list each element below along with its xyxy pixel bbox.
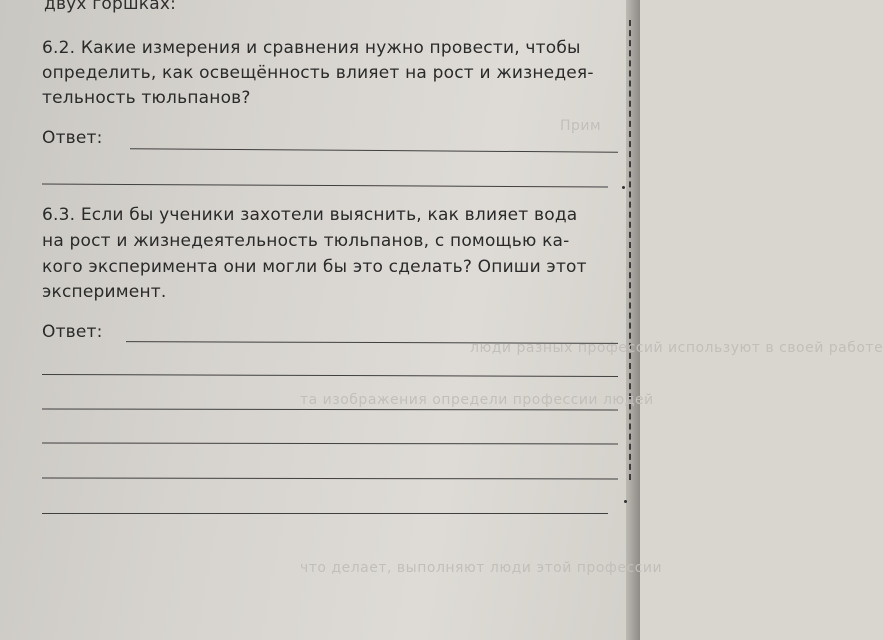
- answer-label-6-2: Ответ:: [42, 128, 103, 148]
- show-through-text: та изображения определи профессии людей: [300, 392, 654, 408]
- question-6-2-line-1: 6.2. Какие измерения и сравнения нужно провести, чтобы: [42, 38, 581, 58]
- dashed-margin: [629, 20, 631, 480]
- show-through-text: Прим: [560, 118, 602, 134]
- answer-line[interactable]: [42, 408, 618, 410]
- show-through-text: что делает, выполняют люди этой профессии: [300, 560, 663, 576]
- answer-line[interactable]: [130, 148, 618, 152]
- answer-line[interactable]: [42, 184, 608, 188]
- answer-line[interactable]: [42, 374, 618, 377]
- question-6-3-line-4: эксперимент.: [42, 282, 167, 302]
- answer-line[interactable]: [42, 477, 618, 479]
- answer-line[interactable]: [42, 442, 618, 444]
- line-end-dot: [622, 186, 625, 189]
- show-through-text: люди разных профессий используют в своей работе: [470, 340, 883, 356]
- previous-question-fragment: двух горшках:: [44, 0, 177, 14]
- answer-line[interactable]: [42, 513, 608, 514]
- answer-label-6-3: Ответ:: [42, 322, 103, 342]
- question-6-3-line-1: 6.3. Если бы ученики захотели выяснить, как влияет вода: [42, 205, 578, 225]
- question-6-3-line-2: на рост и жизнедеятельность тюльпанов, с помощью ка-: [42, 231, 570, 251]
- question-6-2-line-3: тельность тюльпанов?: [42, 88, 251, 108]
- line-end-dot: [624, 500, 627, 503]
- question-6-3-line-3: кого эксперимента они могли бы это сделать? Опиши этот: [42, 257, 587, 277]
- question-6-2-line-2: определить, как освещённость влияет на рост и жизнедея-: [42, 63, 594, 83]
